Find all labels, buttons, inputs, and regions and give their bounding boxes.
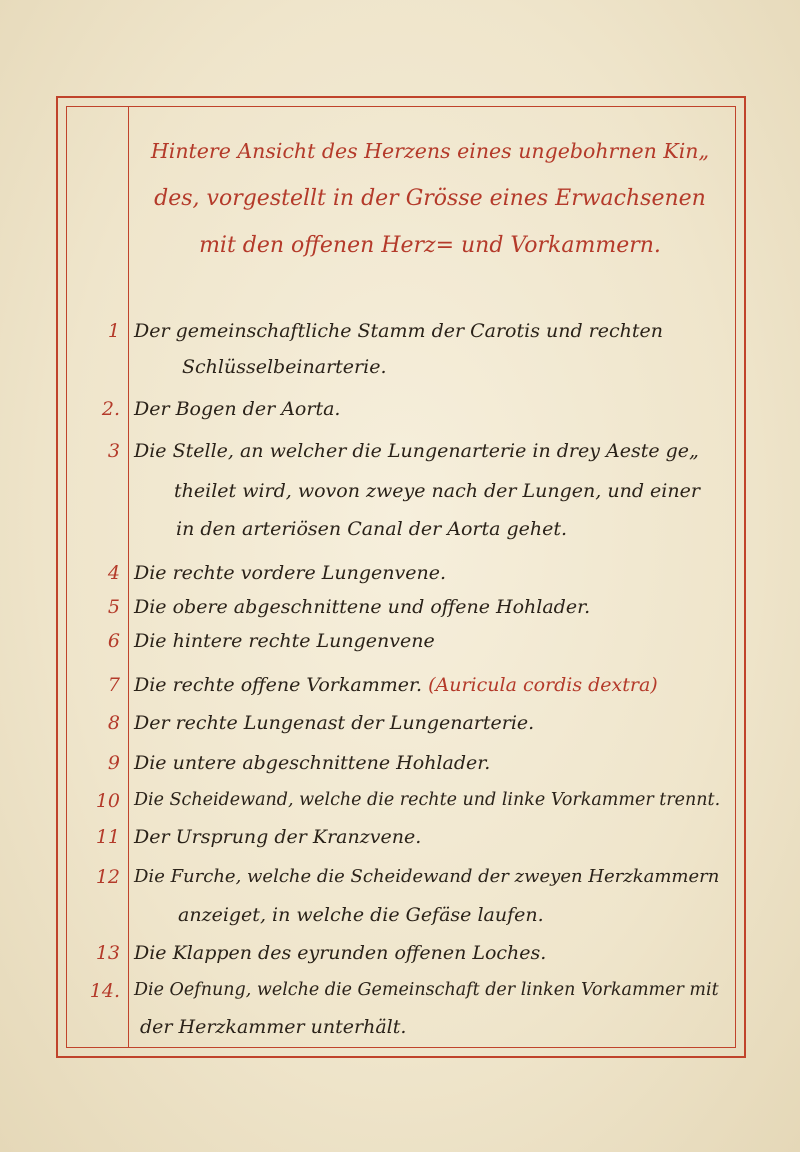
entry-text: Die Oefnung, welche die Gemeinschaft der linken Vorkammer mit	[134, 980, 719, 1000]
entry-text-main: Die rechte offene Vorkammer.	[134, 674, 423, 696]
title-line-2: des, vorgestellt in der Grösse eines Erwachsenen	[154, 186, 706, 211]
entry-text: Die rechte vordere Lungenvene.	[134, 562, 446, 584]
entry-number: 9	[107, 752, 120, 774]
entry-text: Der rechte Lungenast der Lungenarterie.	[134, 712, 535, 734]
entry-text: Die hintere rechte Lungenvene	[134, 630, 435, 652]
entry-number: 14.	[89, 980, 120, 1002]
entry-text-continuation: in den arteriösen Canal der Aorta gehet.	[176, 518, 568, 540]
entry-number: 13	[95, 942, 120, 964]
entry-text: Die Furche, welche die Scheidewand der zweyen Herzkammern	[134, 866, 720, 887]
entry-text	[134, 674, 658, 696]
entry-text: Die Stelle, an welcher die Lungenarterie in drey Aeste ge„	[134, 440, 699, 462]
entry-text: Der Ursprung der Kranzvene.	[134, 826, 422, 848]
entry-number: 7	[107, 674, 120, 696]
entry-number: 5	[107, 596, 120, 618]
entry-text: Die Klappen des eyrunden offenen Loches.	[134, 942, 547, 964]
latin-term: (Auricula cordis dextra)	[428, 674, 658, 696]
entry-number: 1	[107, 320, 120, 342]
entry-text-continuation: Schlüsselbeinarterie.	[182, 356, 387, 378]
entry-number: 2.	[101, 398, 120, 420]
entry-number: 10	[95, 790, 120, 812]
entry-text-continuation: der Herzkammer unterhält.	[140, 1016, 407, 1038]
entry-text: Die untere abgeschnittene Hohlader.	[134, 752, 491, 774]
entry-number: 3	[107, 440, 120, 462]
title-line-3: mit den offenen Herz= und Vorkammern.	[199, 233, 661, 258]
entry-number: 4	[107, 562, 120, 584]
title-line-1: Hintere Ansicht des Herzens eines ungebohrnen Kin„	[150, 139, 710, 163]
entry-text-continuation: theilet wird, wovon zweye nach der Lungen, und einer	[174, 480, 700, 502]
entry-number: 8	[107, 712, 120, 734]
entry-text-continuation: anzeiget, in welche die Gefäse laufen.	[178, 904, 544, 926]
entry-text: Der gemeinschaftliche Stamm der Carotis und rechten	[134, 320, 663, 342]
entry-number: 11	[95, 826, 120, 848]
entry-text: Die obere abgeschnittene und offene Hohlader.	[134, 596, 591, 618]
entry-number: 6	[107, 630, 120, 652]
entry-number: 12	[95, 866, 120, 888]
entry-text: Der Bogen der Aorta.	[134, 398, 341, 420]
entry-text: Die Scheidewand, welche die rechte und linke Vorkammer trennt.	[134, 790, 721, 810]
